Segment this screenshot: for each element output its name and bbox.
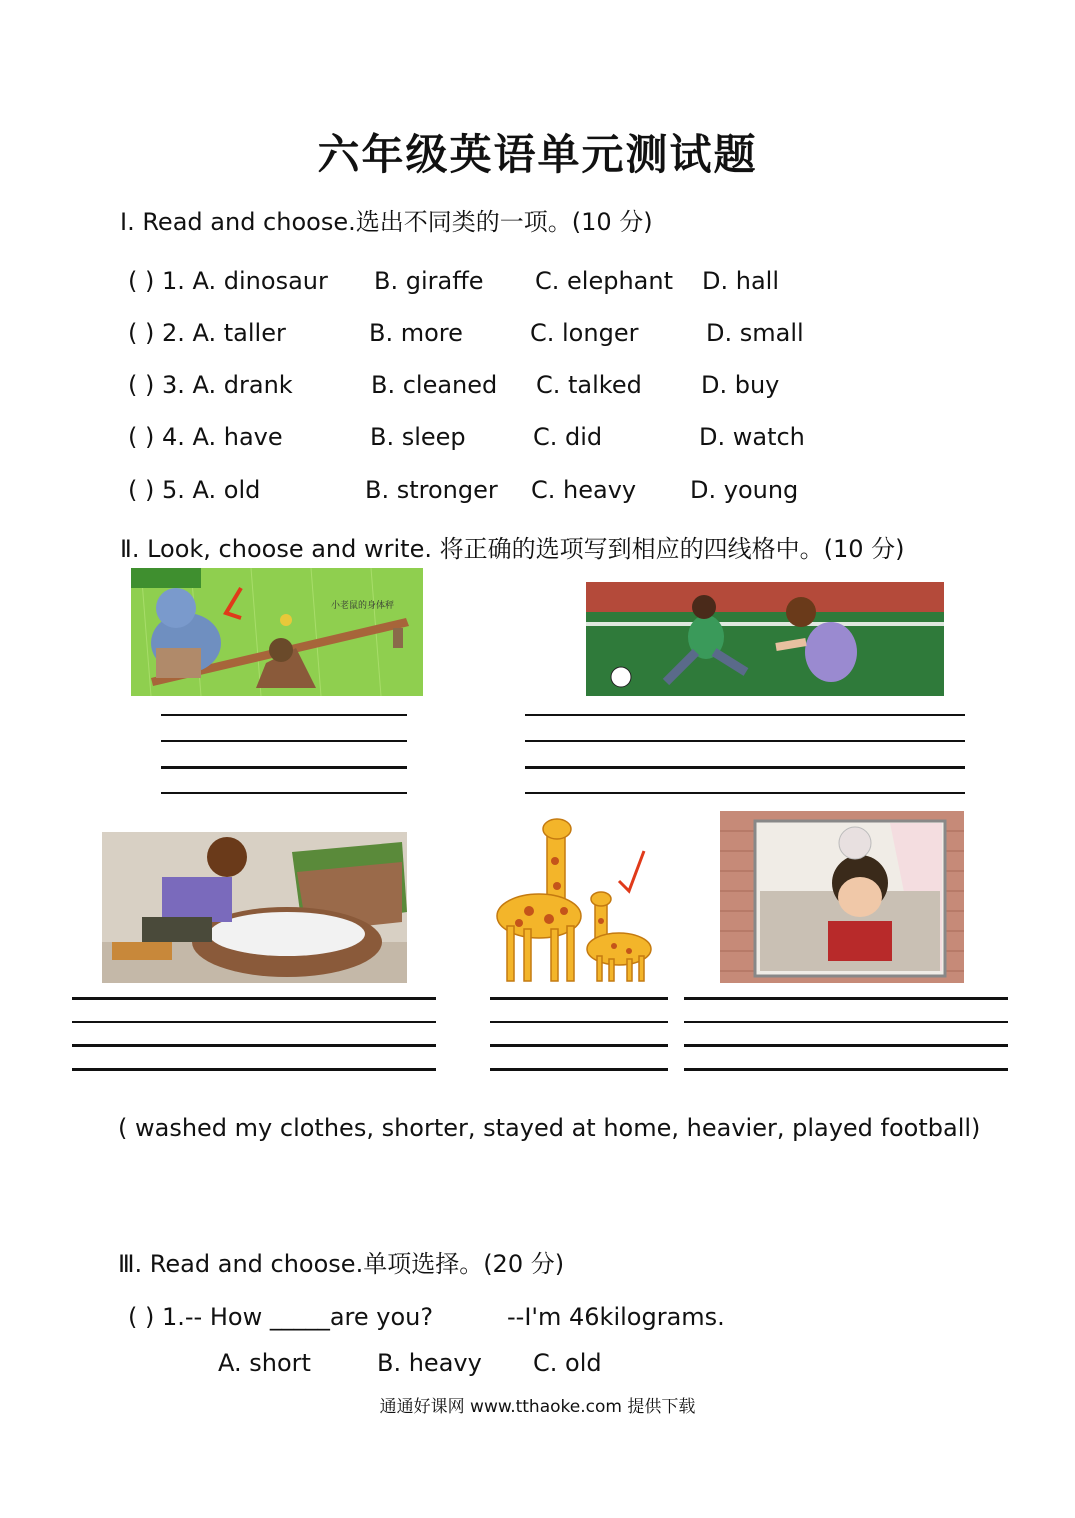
boys-football-picture xyxy=(586,582,944,696)
option-c: C. did xyxy=(533,423,603,451)
option-b: B. heavy xyxy=(377,1349,482,1377)
option-b: B. sleep xyxy=(370,423,466,451)
option-b: B. more xyxy=(369,319,463,347)
option-c: C. longer xyxy=(530,319,639,347)
question-answer-text: --I'm 46kilograms. xyxy=(507,1303,725,1331)
word-bank: ( washed my clothes, shorter, stayed at home, heavier, played football) xyxy=(118,1114,981,1142)
elephant-seesaw-picture xyxy=(131,568,423,696)
question-number-and-option-a: ( ) 2. A. taller xyxy=(128,319,286,347)
question-stem: ( ) 1.-- How _____are you? xyxy=(128,1303,434,1331)
picture-caption: 小老鼠的身体秤 xyxy=(331,601,395,611)
option-d: D. hall xyxy=(702,267,779,295)
section-3-heading: Ⅲ. Read and choose.单项选择。(20 分) xyxy=(118,1250,565,1278)
option-c: C. old xyxy=(533,1349,602,1377)
section-2-heading: Ⅱ. Look, choose and write. 将正确的选项写到相应的四线格中。(10 分) xyxy=(120,535,905,563)
page-title: 六年级英语单元测试题 xyxy=(317,130,758,179)
question-number-and-option-a: ( ) 3. A. drank xyxy=(128,371,293,399)
footer-source: 通通好课网 www.tthaoke.com 提供下载 xyxy=(379,1397,696,1417)
question-number-and-option-a: ( ) 1. A. dinosaur xyxy=(128,267,328,295)
option-d: D. watch xyxy=(699,423,805,451)
option-c: C. heavy xyxy=(531,476,637,504)
section-1-heading: Ⅰ. Read and choose.选出不同类的一项。(10 分) xyxy=(120,208,653,236)
boy-at-window-picture xyxy=(720,811,964,983)
option-d: D. buy xyxy=(701,371,780,399)
option-c: C. talked xyxy=(536,371,642,399)
option-d: D. young xyxy=(690,476,799,504)
option-d: D. small xyxy=(706,319,804,347)
option-b: B. cleaned xyxy=(371,371,498,399)
question-number-and-option-a: ( ) 4. A. have xyxy=(128,423,283,451)
giraffes-picture xyxy=(469,811,667,983)
question-number-and-option-a: ( ) 5. A. old xyxy=(128,476,261,504)
boy-washing-clothes-picture xyxy=(102,832,407,983)
option-b: B. stronger xyxy=(365,476,498,504)
option-c: C. elephant xyxy=(535,267,673,295)
option-b: B. giraffe xyxy=(374,267,484,295)
option-a: A. short xyxy=(218,1349,311,1377)
